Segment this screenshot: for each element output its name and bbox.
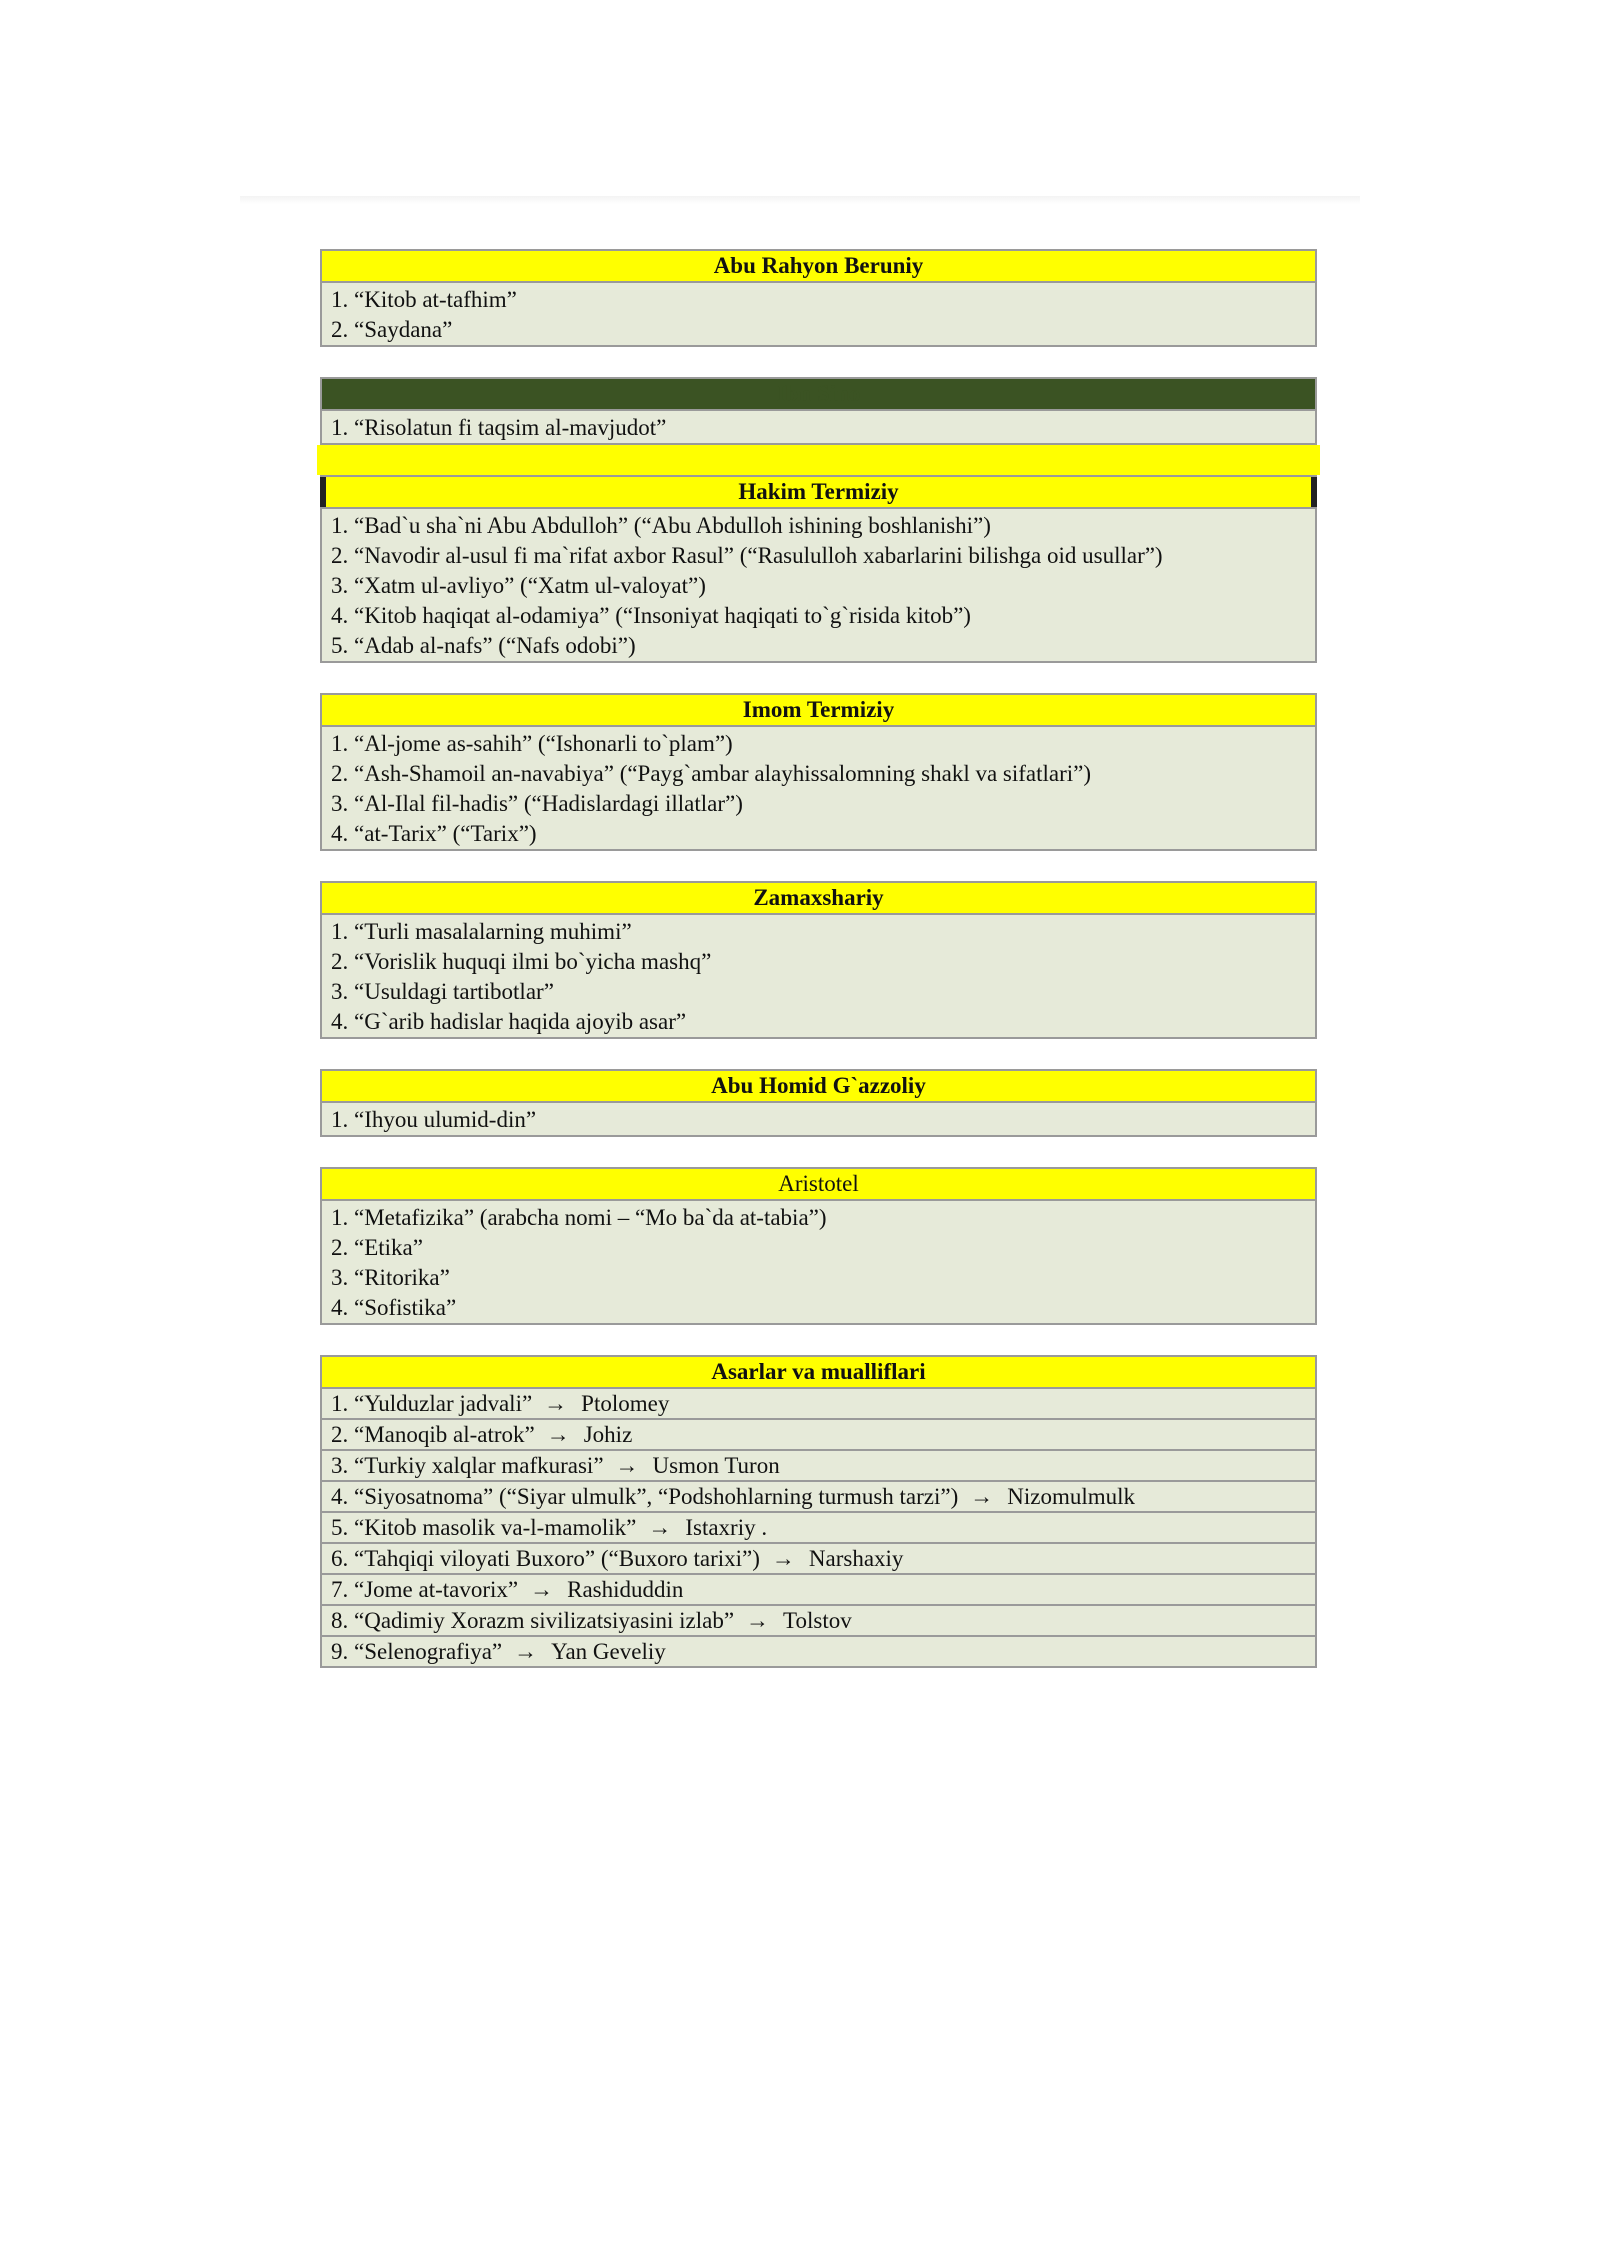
list-item: 2. “Saydana” [331, 317, 453, 342]
list-item: 4. “Sofistika” [331, 1295, 457, 1320]
section-zamaxshariy [320, 881, 1317, 1039]
section-title: Abu Rahyon Beruniy [322, 251, 1315, 283]
work-list [322, 509, 1315, 661]
list-item: 1. “Kitob at-tafhim” [331, 287, 517, 312]
list-item: 1. “Risolatun fi taqsim al-mavjudot” [331, 415, 667, 440]
section-title: Imom Termiziy [322, 695, 1315, 727]
work-list [322, 283, 1315, 345]
author-name: Rashiduddin [567, 1577, 684, 1602]
header-edge-bar [1311, 477, 1317, 507]
table-row [322, 1637, 1315, 1666]
author-name: Yan Geveliy [551, 1639, 666, 1664]
work-title: 3. “Turkiy xalqlar mafkurasi” [331, 1453, 604, 1478]
work-title: 7. “Jome at-tavorix” [331, 1577, 519, 1602]
author-name: Tolstov [783, 1608, 852, 1633]
list-item: 3. “Xatm ul-avliyo” (“Xatm ul-valoyat”) [331, 573, 706, 598]
yellow-band [317, 445, 1320, 475]
list-item: 1. “Ihyou ulumid-din” [331, 1107, 537, 1132]
list-item: 3. “Al-Ilal fil-hadis” (“Hadislardagi illatlar”) [331, 791, 743, 816]
list-item: 2. “Navodir al-usul fi ma`rifat axbor Rasul” (“Rasululloh xabarlarini bilishga oid usullar”) [331, 543, 1163, 568]
section-hakim-termiziy [320, 475, 1317, 663]
table-row [322, 1513, 1315, 1544]
arrow-icon: → [615, 1453, 639, 1478]
header-edge-bar [320, 477, 326, 507]
author-name: Nizomulmulk [1007, 1484, 1136, 1509]
list-item: 3. “Usuldagi tartibotlar” [331, 979, 554, 1004]
table-row [322, 1606, 1315, 1637]
table-row [322, 1451, 1315, 1482]
table-row [322, 1482, 1315, 1513]
list-item: 2. “Etika” [331, 1235, 423, 1260]
works-table [322, 1389, 1315, 1666]
list-item: 4. “at-Tarix” (“Tarix”) [331, 821, 537, 846]
section-ibn-sino [320, 377, 1317, 445]
arrow-icon: → [544, 1391, 568, 1416]
page-top-edge [240, 196, 1360, 204]
list-item: 1. “Al-jome as-sahih” (“Ishonarli to`plam”) [331, 731, 733, 756]
section-title: Abu Homid G`azzoliy [322, 1071, 1315, 1103]
arrow-icon: → [970, 1484, 994, 1509]
list-item: 4. “G`arib hadislar haqida ajoyib asar” [331, 1009, 687, 1034]
work-list [322, 915, 1315, 1037]
author-name: Ptolomey [581, 1391, 670, 1416]
arrow-icon: → [771, 1546, 795, 1571]
list-item: 2. “Vorislik huquqi ilmi bo`yicha mashq” [331, 949, 712, 974]
work-list [322, 727, 1315, 849]
author-name: Usmon Turon [652, 1453, 780, 1478]
section-title: Zamaxshariy [322, 883, 1315, 915]
table-row [322, 1420, 1315, 1451]
list-item: 5. “Adab al-nafs” (“Nafs odobi”) [331, 633, 636, 658]
list-item: 1. “Metafizika” (arabcha nomi – “Mo ba`da at-tabia”) [331, 1205, 827, 1230]
arrow-icon: → [546, 1422, 570, 1447]
list-item: 1. “Turli masalalarning muhimi” [331, 919, 632, 944]
table-row [322, 1544, 1315, 1575]
list-item: 2. “Ash-Shamoil an-navabiya” (“Payg`ambar alayhissalomning shakl va sifatlari”) [331, 761, 1092, 786]
table-row [322, 1389, 1315, 1420]
author-name: Istaxriy . [685, 1515, 768, 1540]
arrow-icon: → [648, 1515, 672, 1540]
work-title: 1. “Yulduzlar jadvali” [331, 1391, 533, 1416]
arrow-icon: → [514, 1639, 538, 1664]
yellow-band-spacer [320, 445, 1317, 475]
work-title: 8. “Qadimiy Xorazm sivilizatsiyasini izlab” [331, 1608, 735, 1633]
work-list [322, 1201, 1315, 1323]
author-name: Narshaxiy [808, 1546, 904, 1571]
list-item: 1. “Bad`u sha`ni Abu Abdulloh” (“Abu Abdulloh ishining boshlanishi”) [331, 513, 991, 538]
work-title: 6. “Tahqiqi viloyati Buxoro” (“Buxoro tarixi”) [331, 1546, 760, 1571]
arrow-icon: → [530, 1577, 554, 1602]
section-title: Aristotel [322, 1169, 1315, 1201]
author-name: Johiz [583, 1422, 633, 1447]
section-beruniy [320, 249, 1317, 347]
work-title: 4. “Siyosatnoma” (“Siyar ulmulk”, “Podshohlarning turmush tarzi”) [331, 1484, 959, 1509]
work-title: 2. “Manoqib al-atrok” [331, 1422, 535, 1447]
work-title: 9. “Selenografiya” [331, 1639, 503, 1664]
arrow-icon: → [746, 1608, 770, 1633]
work-title: 5. “Kitob masolik va-l-mamolik” [331, 1515, 637, 1540]
section-imom-termiziy [320, 693, 1317, 851]
section-aristotel [320, 1167, 1317, 1325]
section-title: Asarlar va mualliflari [322, 1357, 1315, 1389]
list-item: 4. “Kitob haqiqat al-odamiya” (“Insoniyat haqiqati to`g`risida kitob”) [331, 603, 971, 628]
table-row [322, 1575, 1315, 1606]
section-works-authors [320, 1355, 1317, 1668]
section-gazzoliy [320, 1069, 1317, 1137]
list-item: 3. “Ritorika” [331, 1265, 450, 1290]
section-title: Hakim Termiziy [322, 477, 1315, 509]
work-list [322, 411, 1315, 443]
document-body [320, 249, 1317, 1698]
section-title: Ibn Sino [322, 379, 1315, 411]
work-list [322, 1103, 1315, 1135]
